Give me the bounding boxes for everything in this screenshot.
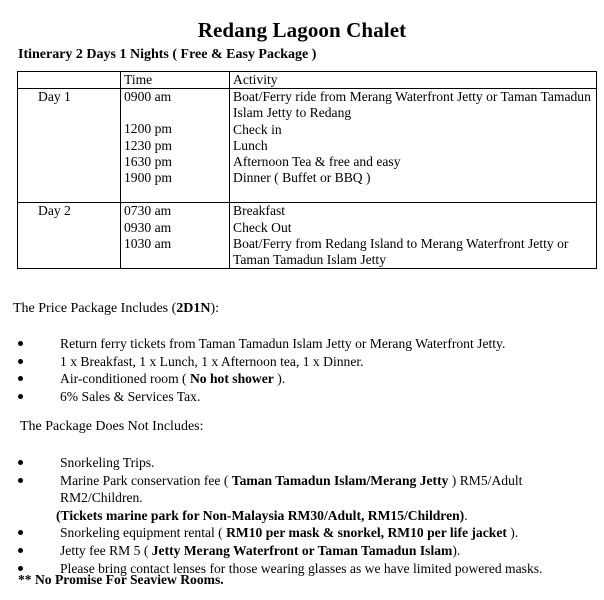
item-text: Air-conditioned room (	[60, 371, 190, 387]
item-bold-text: Taman Tamadun Islam/Merang Jetty	[231, 472, 449, 488]
activity-value: Boat/Ferry ride from Merang Waterfront Jetty or Taman Tamadun Islam Jetty to Redang	[233, 89, 591, 121]
list-item	[60, 472, 542, 507]
bullet-icon	[18, 478, 23, 483]
time-value: 1630 pm	[124, 153, 172, 169]
time-column	[121, 203, 230, 269]
bullet-icon	[18, 341, 23, 346]
item-text: ).	[452, 542, 461, 558]
bullet-icon	[18, 376, 23, 381]
item-bold-text: RM10 per mask & snorkel, RM10 per life jacket	[226, 525, 507, 541]
header-time: Time	[121, 72, 230, 89]
activity-value: Boat/Ferry from Redang Island to Merang Waterfront Jetty or Taman Tamadun Islam Jetty	[233, 235, 569, 268]
time-value: 1230 pm	[124, 137, 172, 153]
item-text: ) RM5/Adult	[448, 472, 523, 488]
bullet-icon	[18, 548, 23, 553]
list-item	[60, 454, 542, 472]
time-value: 0730 am	[124, 203, 172, 219]
includes-heading-suffix: ):	[210, 301, 220, 316]
itinerary-table	[17, 71, 597, 269]
activity-value: Afternoon Tea & free and easy	[233, 154, 401, 170]
item-text: .	[464, 507, 468, 523]
activity-value: Check Out	[233, 219, 292, 235]
time-value: 0900 am	[124, 89, 172, 105]
item-text: Snorkeling equipment rental (	[60, 525, 227, 541]
time-value: 1900 pm	[124, 170, 172, 186]
item-text: Please bring contact lenses for those wearing glasses as we have limited powered masks.	[60, 560, 543, 576]
day-label: Day 2	[18, 203, 121, 269]
bullet-icon	[18, 359, 23, 364]
list-item-note	[56, 507, 542, 525]
activity-value: Check in	[233, 121, 282, 137]
item-bold-text: No hot shower	[189, 371, 274, 387]
includes-heading	[13, 301, 219, 317]
list-item	[60, 370, 505, 388]
itinerary-subtitle: Itinerary 2 Days 1 Nights ( Free & Easy Package )	[18, 47, 317, 62]
activity-column	[230, 89, 597, 203]
activity-value: Dinner ( Buffet or BBQ )	[233, 170, 371, 186]
item-text: RM2/Children.	[60, 490, 143, 506]
bullet-icon	[18, 394, 23, 399]
includes-heading-prefix: The Price Package Includes (	[13, 301, 177, 316]
list-item	[60, 353, 505, 371]
table-header-row	[18, 72, 597, 89]
item-text: 1 x Breakfast, 1 x Lunch, 1 x Afternoon tea, 1 x Dinner.	[60, 353, 364, 369]
activity-value: Lunch	[233, 137, 268, 153]
document-title: Redang Lagoon Chalet	[197, 18, 407, 42]
item-text: ).	[273, 371, 286, 387]
table-row-day-2	[18, 203, 597, 269]
includes-list	[60, 335, 505, 405]
item-text: Snorkeling Trips.	[60, 455, 155, 470]
table-row-day-1	[18, 89, 597, 203]
bullet-icon	[18, 530, 23, 535]
item-text: ).	[506, 525, 519, 541]
time-value: 1200 pm	[124, 121, 172, 137]
list-item	[60, 542, 542, 560]
item-bold-text: (Tickets marine park for Non-Malaysia RM30/Adult, RM15/Children)	[56, 507, 465, 523]
activity-column	[230, 203, 597, 269]
header-activity: Activity	[230, 72, 597, 89]
item-text: Jetty fee RM 5 (	[60, 542, 152, 558]
activity-value: Breakfast	[233, 203, 286, 219]
item-text: 6% Sales & Services Tax.	[60, 388, 201, 404]
item-text: Return ferry tickets from Taman Tamadun Islam Jetty or Merang Waterfront Jetty.	[60, 336, 506, 351]
time-value: 0930 am	[124, 219, 172, 235]
includes-heading-bold: 2D1N	[176, 301, 211, 316]
time-column	[121, 89, 230, 203]
bullet-icon	[18, 460, 23, 465]
time-value: 1030 am	[124, 235, 172, 251]
item-bold-text: Jetty Merang Waterfront or Taman Tamadun Islam	[151, 542, 453, 558]
list-item	[60, 388, 505, 406]
item-text: Marine Park conservation fee (	[60, 472, 232, 488]
list-item	[60, 524, 542, 542]
excludes-heading: The Package Does Not Includes:	[20, 419, 204, 434]
excludes-list	[56, 454, 543, 577]
bullet-icon	[18, 566, 23, 571]
footer-note: ** No Promise For Seaview Rooms.	[18, 572, 224, 587]
list-item	[60, 335, 505, 353]
day-label: Day 1	[18, 89, 121, 203]
header-day-cell	[18, 72, 121, 89]
